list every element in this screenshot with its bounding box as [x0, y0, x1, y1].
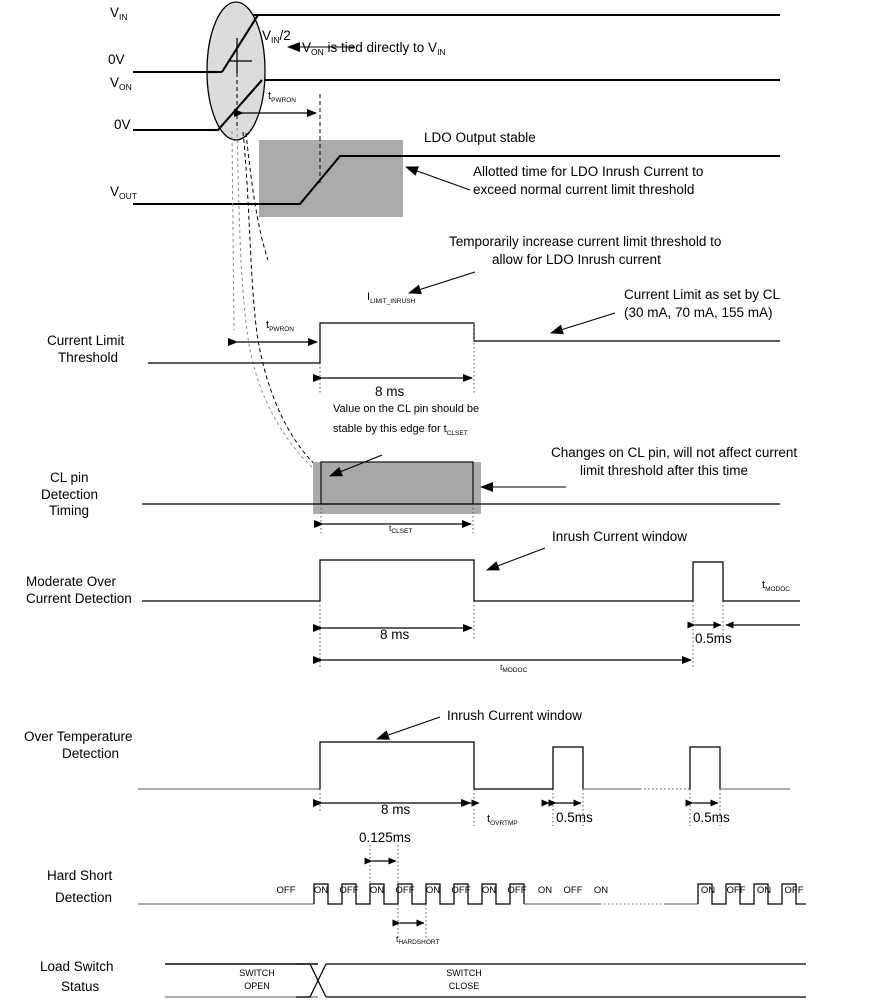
temp-increase-line2: allow for LDO Inrush current: [492, 252, 661, 267]
i-limit-inrush-label: $I_{LIMIT\_INRUSH}$: [367, 291, 416, 305]
ovrtmp-label-2: Detection: [62, 746, 120, 761]
t-modoc-right-label: $t_{MODOC}$: [762, 579, 790, 593]
switch-close-line2: CLOSE: [448, 981, 480, 991]
hardshort-state-labels: [277, 885, 804, 896]
current-limit-set-line1: Current Limit as set by CL: [624, 287, 781, 302]
t-modoc-long-label: $t_{MODOC}$: [500, 662, 528, 674]
allotted-time-arrow: [406, 167, 470, 190]
switch-open-line2: OPEN: [244, 981, 270, 991]
changes-cl-line2: limit threshold after this time: [580, 463, 749, 478]
hardshort-state-0: OFF: [276, 885, 296, 896]
ldo-allotted-time-box: [259, 140, 403, 217]
hardshort-state-6: OFF: [451, 885, 471, 896]
hardshort-state-12: ON: [700, 885, 716, 896]
hardshort-state-14: ON: [756, 885, 772, 896]
cl-pin-label-3: Timing: [49, 503, 90, 518]
hardshort-state-8: OFF: [507, 885, 527, 896]
ovrtmp-waveform-a: [320, 742, 583, 789]
zero-v-label-2: 0V: [114, 117, 131, 132]
vin-label: $V_{IN}$: [110, 5, 128, 22]
t-ovrtmp-label: $t_{OVRTMP}$: [487, 813, 518, 827]
von-label: $V_{ON}$: [110, 75, 132, 92]
hardshort-state-3: ON: [369, 885, 385, 896]
hardshort-state-13: OFF: [726, 885, 746, 896]
t-hardshort-label: tHARDSHORT: [396, 934, 440, 946]
current-limit-threshold-label-2: Threshold: [58, 350, 119, 365]
ovrtmp-waveform-b: [690, 747, 720, 789]
modoc-inrush-label: Inrush Current window: [552, 529, 688, 544]
loadswitch-label-2: Status: [61, 979, 100, 994]
cl-stable-line1: Value on the CL pin should be: [333, 403, 480, 415]
hardshort-state-11: ON: [593, 885, 609, 896]
ovrtmp-halfms-1-label: 0.5ms: [556, 810, 593, 825]
cl-detect-inner-box: [321, 462, 473, 504]
current-limit-set-arrow: [551, 313, 615, 333]
hardshort-state-9: ON: [537, 885, 553, 896]
vout-label: $V_{OUT}$: [110, 184, 137, 201]
ovrtmp-inrush-arrow: [377, 717, 440, 739]
cl-pin-label-2: Detection: [41, 487, 99, 502]
hardshort-state-5: ON: [425, 885, 441, 896]
loadswitch-cross-1: [296, 964, 326, 997]
current-limit-threshold-label-1: Current Limit: [47, 333, 125, 348]
cl-8ms-label: 8 ms: [375, 384, 405, 399]
cl-stable-line2: stable by this edge for $t_{CLSET}$: [333, 423, 468, 437]
allotted-time-line1: Allotted time for LDO Inrush Current to: [473, 164, 704, 179]
hardshort-state-4: OFF: [395, 885, 415, 896]
changes-cl-line1: Changes on CL pin, will not affect current: [551, 445, 798, 460]
switch-close-line1: SWITCH: [446, 968, 482, 978]
modoc-halfms-label: 0.5ms: [695, 631, 732, 646]
ovrtmp-8ms-label: 8 ms: [381, 802, 411, 817]
t-pwron-top-label: $t_{PWRON}$: [268, 90, 296, 104]
modoc-8ms-label: 8 ms: [380, 627, 410, 642]
cl-pin-label-1: CL pin: [50, 470, 89, 485]
hardshort-state-1: ON: [313, 885, 329, 896]
modoc-inrush-arrow: [487, 548, 545, 570]
ovrtmp-label-1: Over Temperature: [24, 729, 133, 744]
loadswitch-cross-2: [296, 964, 326, 997]
hardshort-125ms-label: 0.125ms: [359, 830, 411, 845]
current-limit-set-line2: (30 mA, 70 mA, 155 mA): [624, 305, 773, 320]
loadswitch-label-1: Load Switch: [40, 959, 114, 974]
hardshort-state-7: ON: [481, 885, 497, 896]
hardshort-state-10: OFF: [563, 885, 583, 896]
switch-open-line1: SWITCH: [239, 968, 275, 978]
allotted-time-line2: exceed normal current limit threshold: [473, 182, 695, 197]
hardshort-label-2: Detection: [55, 890, 113, 905]
zero-v-label-1: 0V: [108, 52, 125, 67]
ovrtmp-halfms-2-label: 0.5ms: [693, 810, 730, 825]
t-clset-label: $t_{CLSET}$: [389, 523, 413, 535]
temp-increase-line1: Temporarily increase current limit threshold to: [449, 234, 722, 249]
trace-guide-3: [232, 131, 234, 330]
t-pwron-cl-label: $t_{PWRON}$: [266, 319, 294, 333]
hardshort-label-1: Hard Short: [47, 868, 113, 883]
ldo-output-stable-label: LDO Output stable: [424, 130, 536, 145]
vin-half-label: $V_{IN}/2$: [262, 28, 291, 45]
modoc-label-2: Current Detection: [26, 591, 132, 606]
modoc-waveform: [142, 560, 800, 601]
temp-increase-arrow: [409, 272, 475, 293]
hardshort-state-15: OFF: [784, 885, 804, 896]
ovrtmp-inrush-label: Inrush Current window: [447, 708, 583, 723]
current-limit-waveform: [148, 323, 780, 363]
hardshort-state-2: OFF: [339, 885, 359, 896]
modoc-label-1: Moderate Over: [26, 574, 117, 589]
von-tied-annotation: $V_{ON}$ is tied directly to $V_{IN}$: [302, 40, 446, 57]
